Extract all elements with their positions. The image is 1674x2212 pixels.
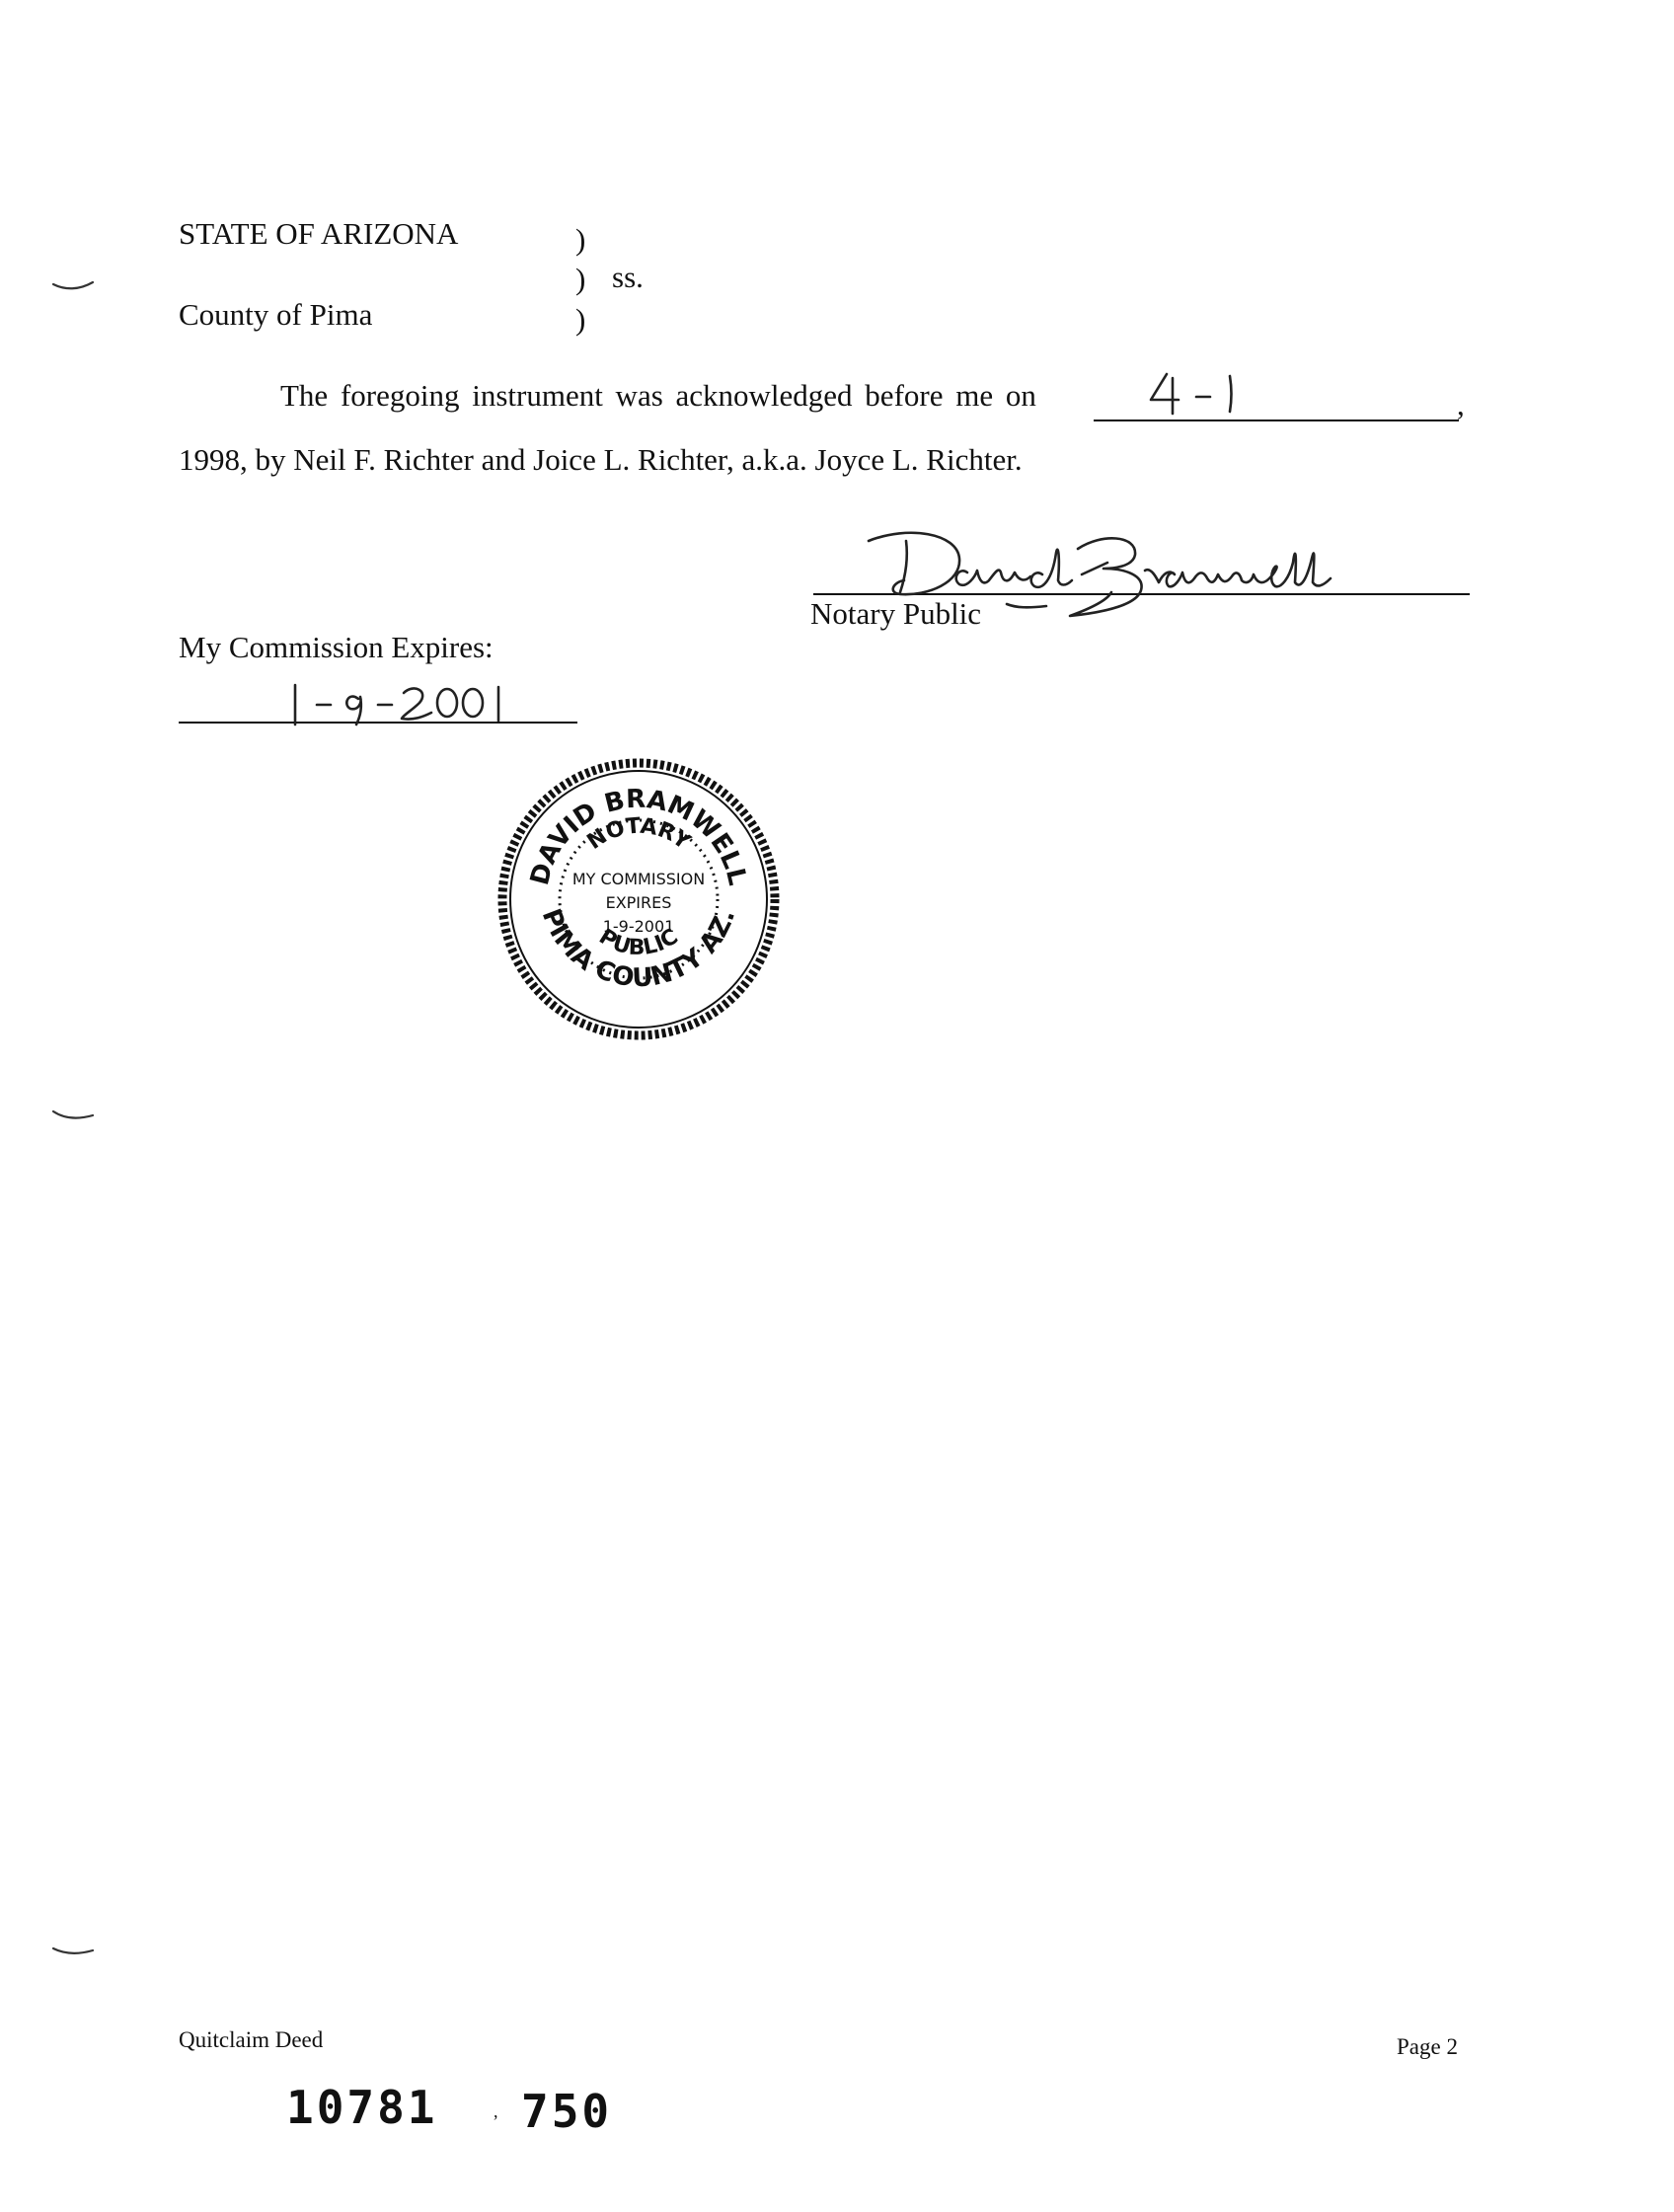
seal-county: PIMA COUNTY AZ. <box>535 904 742 994</box>
seal-line-2: EXPIRES <box>605 893 672 912</box>
commission-expires-label: My Commission Expires: <box>179 630 494 664</box>
commission-date-handwriting <box>281 681 518 730</box>
seal-name: DAVID BRAMWELL <box>525 784 752 888</box>
acknowledgment-date-line <box>1094 420 1459 421</box>
venue-paren-bottom: ) <box>575 302 586 337</box>
notary-seal <box>495 756 782 1042</box>
recording-book-number: 10781 <box>286 2081 438 2134</box>
notary-public-label: Notary Public <box>810 596 982 631</box>
acknowledgment-line-1: The foregoing instrument was acknowledged before me on <box>280 378 1036 413</box>
seal-bottom-word: PUBLIC <box>594 924 683 961</box>
margin-mark-2 <box>49 1106 99 1125</box>
footer-page-label: Page 2 <box>1397 2034 1458 2059</box>
acknowledgment-date-handwriting <box>1145 370 1254 420</box>
acknowledgment-comma: , <box>1457 387 1465 421</box>
notary-signature-name <box>888 553 895 554</box>
footer-doc-title: Quitclaim Deed <box>179 2027 324 2052</box>
seal-line-3: 1-9-2001 <box>602 917 675 936</box>
venue-paren-middle: ) <box>575 262 586 296</box>
state-label: STATE OF ARIZONA <box>179 216 459 251</box>
margin-mark-1 <box>49 276 99 296</box>
recording-separator: , <box>494 2101 498 2121</box>
acknowledgment-line-2: 1998, by Neil F. Richter and Joice L. Richter, a.k.a. Joyce L. Richter. <box>179 442 1023 477</box>
recording-page-number: 750 <box>521 2085 613 2138</box>
ss-label: ss. <box>612 260 644 294</box>
seal-top-word: NOTARY <box>582 813 695 856</box>
acknowledgment-date-value <box>1125 381 1126 382</box>
seal-line-1: MY COMMISSION <box>571 870 706 888</box>
county-label: County of Pima <box>179 297 373 332</box>
commission-date-value <box>296 691 300 692</box>
margin-mark-3 <box>49 1943 99 1962</box>
venue-paren-top: ) <box>575 222 586 257</box>
